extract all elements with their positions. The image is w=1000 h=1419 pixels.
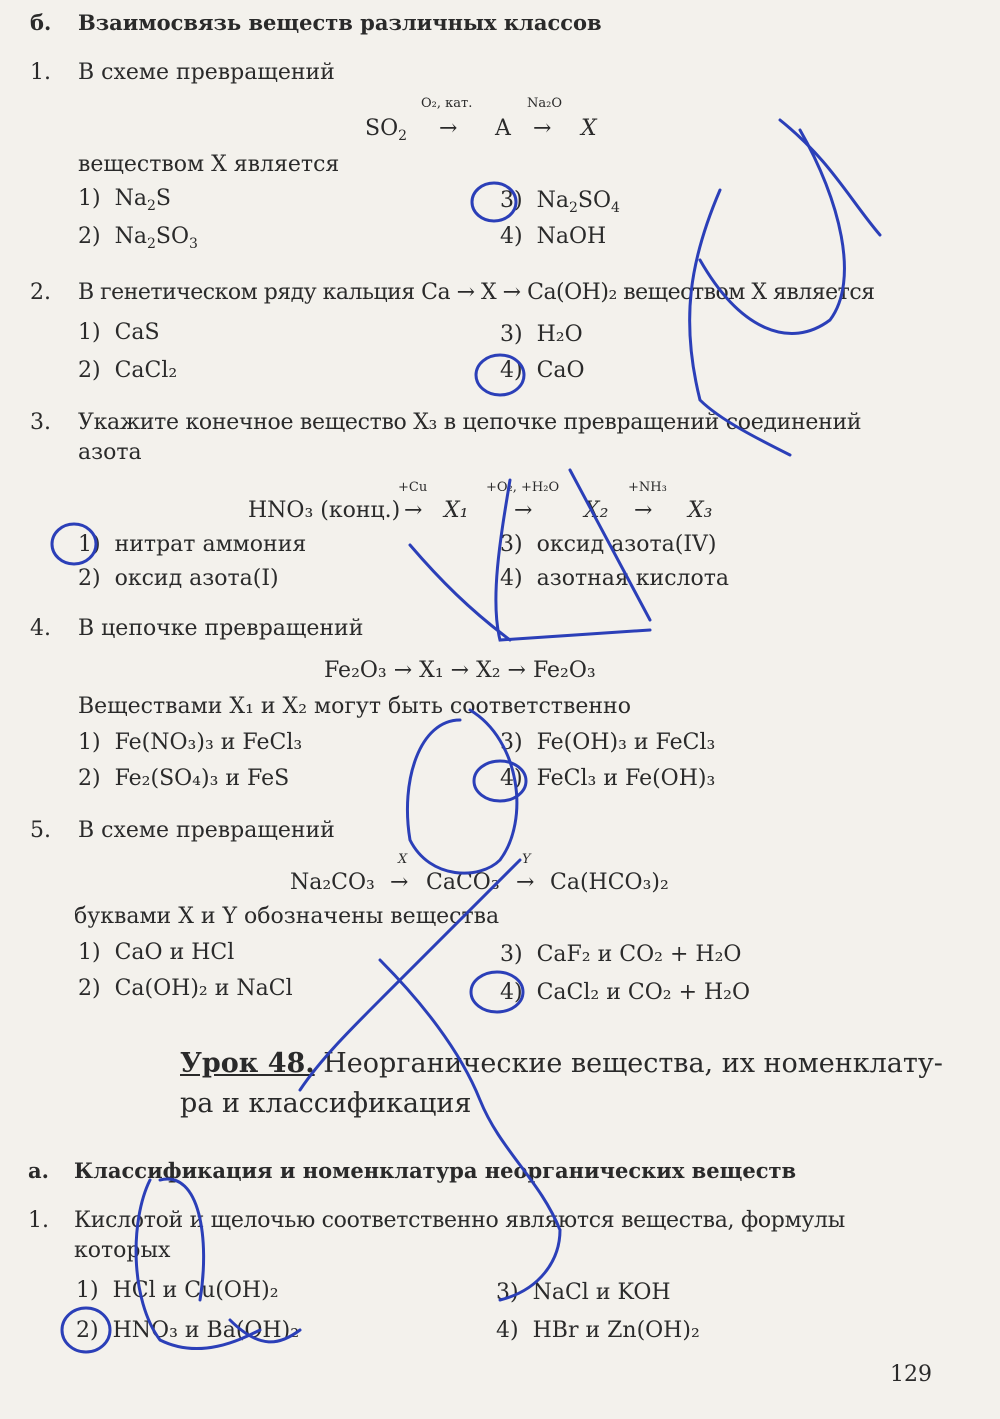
option-value: оксид азота(IV) — [536, 532, 717, 557]
option-number: 2) — [78, 224, 101, 249]
option-number: 1) — [76, 1278, 99, 1303]
question-text: которых — [74, 1238, 171, 1263]
option-number: 4) — [500, 566, 523, 591]
option-value: Fe₂(SO₄)₃ и FeS — [114, 766, 290, 791]
reaction-scheme — [365, 96, 625, 146]
formula-part: Na — [114, 186, 147, 211]
answer-option[interactable] — [78, 566, 279, 591]
option-number: 1) — [78, 186, 101, 211]
option-value: CaO и HCl — [114, 940, 235, 965]
lesson-heading — [180, 1048, 943, 1079]
option-value: CaS — [114, 320, 160, 345]
arrow-icon: → — [634, 498, 653, 523]
formula-subscript: 2 — [146, 236, 156, 252]
answer-option[interactable] — [78, 186, 171, 214]
option-number: 3) — [500, 188, 523, 213]
formula-subscript: 2 — [568, 200, 578, 216]
answer-option[interactable] — [500, 358, 585, 383]
arrow-label: O₂, кат. — [421, 96, 473, 111]
formula-subscript: 3 — [189, 236, 198, 252]
scheme-part: CaCO₃ — [426, 870, 500, 895]
option-number: 1) — [78, 940, 101, 965]
arrow-label: +NH₃ — [628, 480, 667, 495]
answer-option[interactable] — [76, 1318, 299, 1343]
question-number: 4. — [30, 616, 51, 641]
option-number: 1) — [78, 532, 101, 557]
arrow-label: +O₂, +H₂O — [486, 480, 560, 495]
section-title: Взаимосвязь веществ различных классов — [78, 10, 602, 35]
option-value: оксид азота(I) — [114, 566, 279, 591]
answer-option[interactable] — [500, 980, 750, 1005]
option-value: HBr и Zn(OH)₂ — [532, 1318, 700, 1343]
arrow-label: X — [398, 852, 408, 867]
reaction-scheme — [290, 850, 710, 902]
option-value: CaF₂ и CO₂ + H₂O — [536, 942, 742, 967]
arrow-label: Y — [522, 852, 531, 867]
scheme-x1: X₁ — [444, 498, 469, 523]
option-value: CaO — [536, 358, 585, 383]
formula-part: Na — [114, 224, 147, 249]
arrow-label: +Cu — [398, 480, 428, 495]
option-number: 4) — [496, 1318, 519, 1343]
option-value: HNO₃ и Ba(OH)₂ — [112, 1318, 300, 1343]
scheme-x2: X₂ — [584, 498, 609, 523]
arrow-icon: → — [404, 498, 423, 523]
option-value: Ca(OH)₂ и NaCl — [114, 976, 293, 1001]
option-number: 2) — [78, 566, 101, 591]
option-value: FeCl₃ и Fe(OH)₃ — [536, 766, 716, 791]
option-value: NaCl и KOH — [532, 1280, 671, 1305]
answer-option[interactable] — [500, 532, 717, 557]
section-marker: б. — [30, 10, 52, 35]
arrow-icon: → — [390, 870, 409, 895]
answer-option[interactable] — [78, 320, 160, 345]
answer-option[interactable] — [500, 766, 715, 791]
lesson-label: Урок 48. — [180, 1048, 315, 1079]
answer-option[interactable] — [500, 224, 606, 249]
arrow-icon: → — [533, 116, 552, 141]
section-title: Классификация и номенклатура неорганических веществ — [74, 1158, 797, 1183]
option-number: 3) — [500, 942, 523, 967]
formula-part: S — [155, 186, 171, 211]
option-number: 4) — [500, 358, 523, 383]
question-number: 1. — [30, 60, 51, 85]
option-number: 3) — [500, 532, 523, 557]
answer-option[interactable] — [78, 224, 198, 252]
arrow-icon: → — [516, 870, 535, 895]
answer-option[interactable] — [78, 766, 289, 791]
option-number: 3) — [500, 322, 523, 347]
answer-option[interactable] — [78, 532, 306, 557]
question-followup: веществом X является — [78, 152, 340, 177]
question-number: 1. — [28, 1208, 49, 1233]
formula-part: NaOH — [536, 224, 607, 249]
pen-stroke — [780, 120, 880, 235]
answer-option[interactable] — [500, 566, 729, 591]
answer-option[interactable] — [500, 322, 583, 347]
reaction-scheme: Fe₂O₃ → X₁ → X₂ → Fe₂O₃ — [324, 658, 596, 683]
formula-subscript: 4 — [611, 200, 620, 216]
answer-option[interactable] — [78, 730, 302, 755]
question-text: азота — [78, 440, 142, 465]
answer-option[interactable] — [78, 358, 177, 383]
option-number: 1) — [78, 320, 101, 345]
option-number: 2) — [78, 766, 101, 791]
question-text: В схеме превращений — [78, 60, 335, 85]
question-text: В цепочке превращений — [78, 616, 364, 641]
option-value: H₂O — [536, 322, 583, 347]
option-value: CaCl₂ — [114, 358, 178, 383]
question-followup: буквами X и Y обозначены вещества — [74, 904, 500, 929]
scheme-mid: A — [495, 116, 511, 141]
option-number: 4) — [500, 224, 523, 249]
question-number: 2. — [30, 280, 51, 305]
reaction-scheme — [248, 478, 728, 534]
scheme-start: $SO_2$ — [365, 116, 408, 144]
question-text: Укажите конечное вещество X₃ в цепочке превращений соединений — [78, 410, 862, 435]
answer-option[interactable] — [500, 942, 741, 967]
scheme-start: HNO₃ (конц.) — [248, 498, 401, 523]
scheme-end: X — [581, 116, 597, 141]
option-value: азотная кислота — [536, 566, 730, 591]
question-number: 5. — [30, 818, 51, 843]
option-number: 3) — [500, 730, 523, 755]
answer-option[interactable] — [78, 976, 293, 1001]
formula-subscript: 2 — [146, 198, 156, 214]
option-value: нитрат аммония — [114, 532, 307, 557]
option-value: Fe(NO₃)₃ и FeCl₃ — [114, 730, 303, 755]
option-number: 4) — [500, 980, 523, 1005]
option-number: 4) — [500, 766, 523, 791]
answer-option[interactable] — [500, 188, 620, 216]
section-marker: а. — [28, 1158, 49, 1183]
lesson-title-line2: ра и классификация — [180, 1088, 472, 1119]
lesson-title-line1: Неорганические вещества, их номенклату- — [323, 1048, 943, 1079]
option-number: 3) — [496, 1280, 519, 1305]
formula-part: SO — [155, 224, 189, 249]
option-value: HCl и Cu(OH)₂ — [112, 1278, 279, 1303]
option-number: 2) — [78, 358, 101, 383]
answer-option[interactable] — [496, 1318, 700, 1343]
question-text: В схеме превращений — [78, 818, 335, 843]
arrow-label: Na₂O — [527, 96, 562, 111]
arrow-icon: → — [439, 116, 458, 141]
scheme-part: Na₂CO₃ — [290, 870, 375, 895]
arrow-icon: → — [514, 498, 533, 523]
page-number: 129 — [890, 1362, 932, 1387]
question-followup: Веществами X₁ и X₂ могут быть соответственно — [78, 694, 631, 719]
answer-option[interactable] — [496, 1280, 671, 1305]
answer-option[interactable] — [500, 730, 715, 755]
formula-part: Na — [536, 188, 569, 213]
option-value: CaCl₂ и CO₂ + H₂O — [536, 980, 751, 1005]
scheme-x3: X₃ — [688, 498, 713, 523]
question-number: 3. — [30, 410, 51, 435]
option-number: 1) — [78, 730, 101, 755]
formula-part: SO — [577, 188, 611, 213]
question-text: В генетическом ряду кальция Ca → X → Ca(OH)₂ веществом X является — [78, 280, 875, 305]
option-value: Fe(OH)₃ и FeCl₃ — [536, 730, 716, 755]
scheme-part: Ca(HCO₃)₂ — [550, 870, 669, 895]
option-number: 2) — [78, 976, 101, 1001]
option-number: 2) — [76, 1318, 99, 1343]
pen-stroke — [410, 545, 510, 640]
answer-option[interactable] — [76, 1278, 279, 1303]
question-text: Кислотой и щелочью соответственно являются вещества, формулы — [74, 1208, 845, 1233]
answer-option[interactable] — [78, 940, 234, 965]
